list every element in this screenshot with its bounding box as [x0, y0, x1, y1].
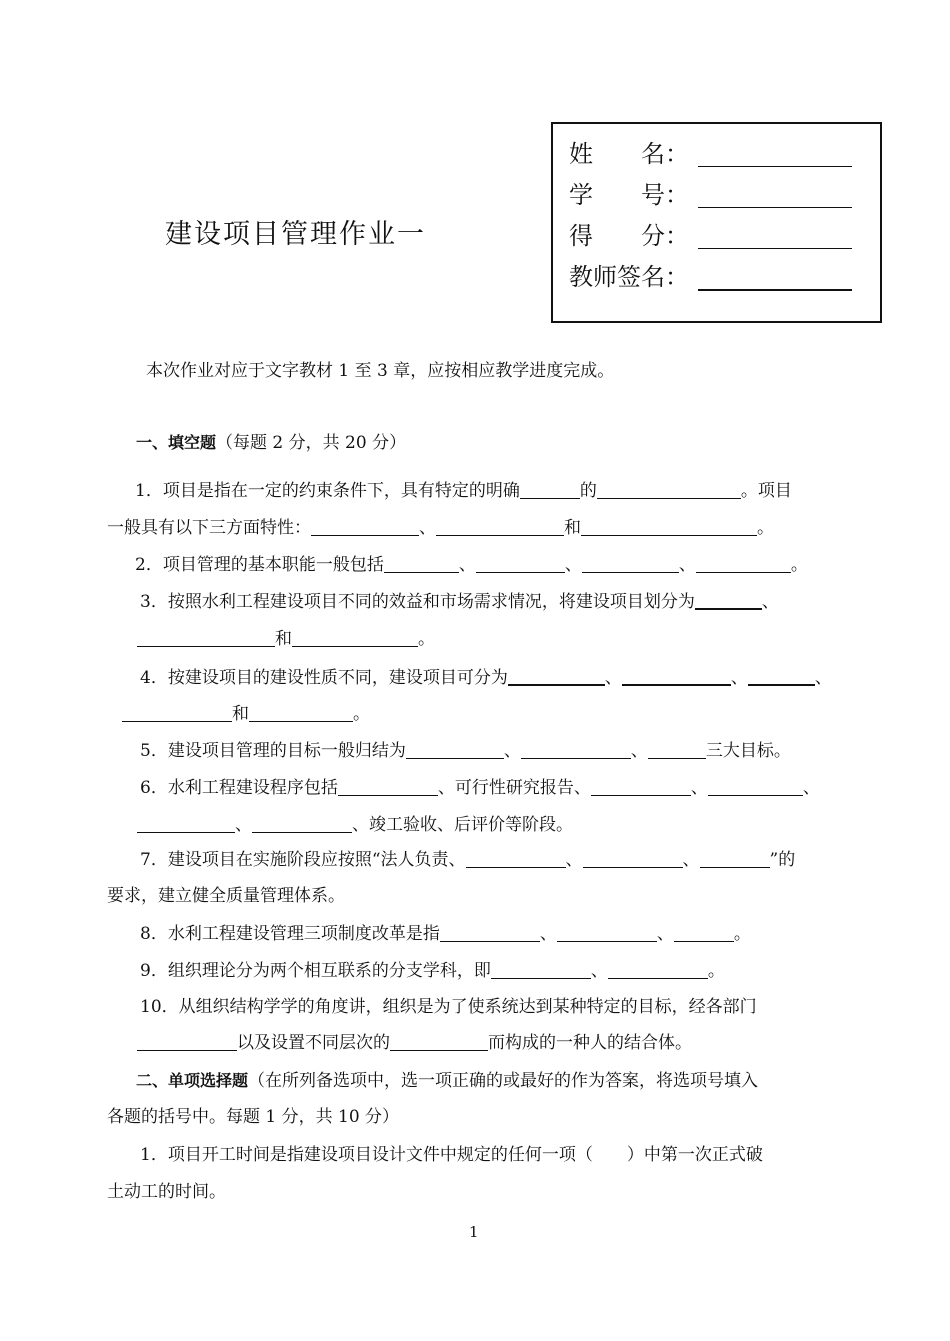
answer-blank[interactable] [122, 705, 232, 722]
choice-question-1-line-2: 土动工的时间。 [107, 1182, 226, 1202]
question-6-line-2 [137, 814, 573, 836]
separator: 、 [590, 961, 608, 981]
section-1-points: （每题 2 分，共 20 分） [216, 433, 407, 453]
question-1-line-1 [135, 480, 792, 502]
question-text: 。项目 [740, 481, 792, 501]
question-text: 和 [564, 518, 581, 538]
answer-blank[interactable] [608, 962, 708, 979]
answer-blank[interactable] [674, 925, 734, 942]
answer-blank[interactable] [137, 630, 275, 647]
page-number: 1 [469, 1223, 479, 1241]
answer-blank[interactable] [466, 851, 566, 868]
separator: 、 [565, 850, 583, 870]
answer-blank[interactable] [252, 816, 352, 833]
separator: 、 [730, 668, 748, 688]
question-8 [140, 923, 751, 945]
question-text: 、 [419, 518, 436, 538]
question-3-line-2 [137, 628, 435, 650]
answer-blank[interactable] [520, 482, 580, 499]
separator: 、 [682, 850, 700, 870]
question-6-line-1 [140, 777, 820, 799]
question-text: 4．按建设项目的建设性质不同，建设项目可分为 [140, 668, 508, 688]
score-label: 得 分： [569, 222, 689, 250]
student-id-label: 学 号： [569, 181, 689, 209]
separator: 、 [503, 741, 521, 761]
question-text: 、竣工验收、后评价等阶段。 [352, 815, 573, 835]
question-10-line-1: 10．从组织结构学学的角度讲，组织是为了使系统达到某种特定的目标，经各部门 [140, 997, 757, 1017]
separator: 、 [539, 924, 557, 944]
question-text: 8．水利工程建设管理三项制度改革是指 [140, 924, 440, 944]
answer-blank[interactable] [436, 519, 564, 536]
separator: 。 [790, 555, 808, 575]
section-2-title: 二、单项选择题 [136, 1071, 249, 1090]
answer-blank[interactable] [384, 556, 459, 573]
separator: 、 [814, 668, 832, 688]
separator: 。 [418, 629, 435, 649]
student-info-box [551, 122, 882, 323]
separator: 、 [458, 555, 476, 575]
question-7-line-2: 要求，建立健全质量管理体系。 [107, 886, 345, 906]
question-text: 一般具有以下三方面特性： [107, 518, 311, 538]
separator: 、 [690, 778, 708, 798]
question-text: 以及设置不同层次的 [237, 1033, 390, 1053]
separator: 、 [630, 741, 648, 761]
student-id-field[interactable] [698, 207, 852, 208]
question-text: 1．项目是指在一定的约束条件下，具有特定的明确 [135, 481, 520, 501]
answer-blank[interactable] [440, 925, 540, 942]
answer-blank[interactable] [648, 742, 706, 759]
answer-blank[interactable] [597, 482, 741, 499]
section-2-heading [136, 1070, 758, 1092]
question-4-line-1 [140, 667, 832, 689]
separator: 、 [604, 668, 622, 688]
question-2 [135, 554, 808, 576]
question-text: 和 [275, 629, 292, 649]
separator: 、 [656, 924, 674, 944]
answer-blank[interactable] [508, 668, 605, 686]
separator: 。 [353, 704, 370, 724]
question-9 [140, 960, 725, 982]
question-text: 7．建设项目在实施阶段应按照“法人负责、 [140, 850, 466, 870]
answer-blank[interactable] [338, 779, 438, 796]
question-1-line-2 [107, 517, 774, 539]
answer-blank[interactable] [292, 630, 418, 647]
question-text: 3．按照水利工程建设项目不同的效益和市场需求情况，将建设项目划分为 [140, 592, 695, 612]
answer-blank[interactable] [583, 851, 683, 868]
question-text: 和 [232, 704, 249, 724]
section-1-heading [136, 432, 406, 454]
answer-blank[interactable] [557, 925, 657, 942]
choice-question-1-line-1: 1．项目开工时间是指建设项目设计文件中规定的任何一项（ ）中第一次正式破 [140, 1145, 763, 1165]
question-5 [140, 740, 791, 762]
separator: 。 [707, 961, 725, 981]
separator: 、 [802, 778, 820, 798]
question-text: ”的 [769, 850, 796, 870]
assignment-note: 本次作业对应于文字教材 1 至 3 章，应按相应教学进度完成。 [146, 361, 615, 381]
question-text: 6．水利工程建设程序包括 [140, 778, 338, 798]
score-field[interactable] [698, 248, 852, 249]
answer-blank[interactable] [708, 779, 803, 796]
name-field[interactable] [698, 166, 852, 167]
question-text: 而构成的一种人的结合体。 [488, 1033, 692, 1053]
question-text: 2．项目管理的基本职能一般包括 [135, 555, 384, 575]
answer-blank[interactable] [581, 519, 757, 536]
question-7-line-1 [140, 849, 795, 871]
answer-blank[interactable] [695, 592, 762, 610]
separator: 、 [564, 555, 582, 575]
separator: 。 [733, 924, 751, 944]
answer-blank[interactable] [311, 519, 419, 536]
answer-blank[interactable] [406, 742, 504, 759]
question-text: 的 [579, 481, 597, 501]
separator: 、 [678, 555, 696, 575]
question-text: 三大目标。 [705, 741, 791, 761]
answer-blank[interactable] [748, 668, 815, 686]
question-text: 9．组织理论分为两个相互联系的分支学科，即 [140, 961, 491, 981]
answer-blank[interactable] [137, 1034, 237, 1051]
separator: 、 [235, 815, 252, 835]
question-4-line-2 [122, 703, 370, 725]
answer-blank[interactable] [591, 779, 691, 796]
answer-blank[interactable] [582, 556, 679, 573]
answer-blank[interactable] [137, 816, 235, 833]
question-text: 5．建设项目管理的目标一般归结为 [140, 741, 406, 761]
separator: 、 [761, 592, 779, 612]
answer-blank[interactable] [696, 556, 791, 573]
question-text: 。 [757, 518, 774, 538]
teacher-signature-label: 教师签名： [569, 263, 689, 291]
answer-blank[interactable] [521, 742, 631, 759]
name-label: 姓 名： [569, 140, 689, 168]
question-3-line-1 [140, 591, 779, 613]
answer-blank[interactable] [700, 851, 770, 868]
answer-blank[interactable] [491, 962, 591, 979]
section-2-description: （在所列备选项中，选一项正确的或最好的作为答案，将选项号填入 [248, 1071, 759, 1091]
answer-blank[interactable] [390, 1034, 488, 1051]
document-title: 建设项目管理作业一 [165, 219, 426, 250]
section-2-description-line-2: 各题的括号中。每题 1 分，共 10 分） [107, 1107, 400, 1127]
answer-blank[interactable] [622, 668, 731, 686]
teacher-signature-field[interactable] [698, 289, 852, 291]
section-1-title: 一、填空题 [136, 433, 217, 452]
answer-blank[interactable] [476, 556, 565, 573]
question-10-line-2 [137, 1032, 692, 1054]
answer-blank[interactable] [249, 705, 353, 722]
question-text: 、可行性研究报告、 [437, 778, 591, 798]
